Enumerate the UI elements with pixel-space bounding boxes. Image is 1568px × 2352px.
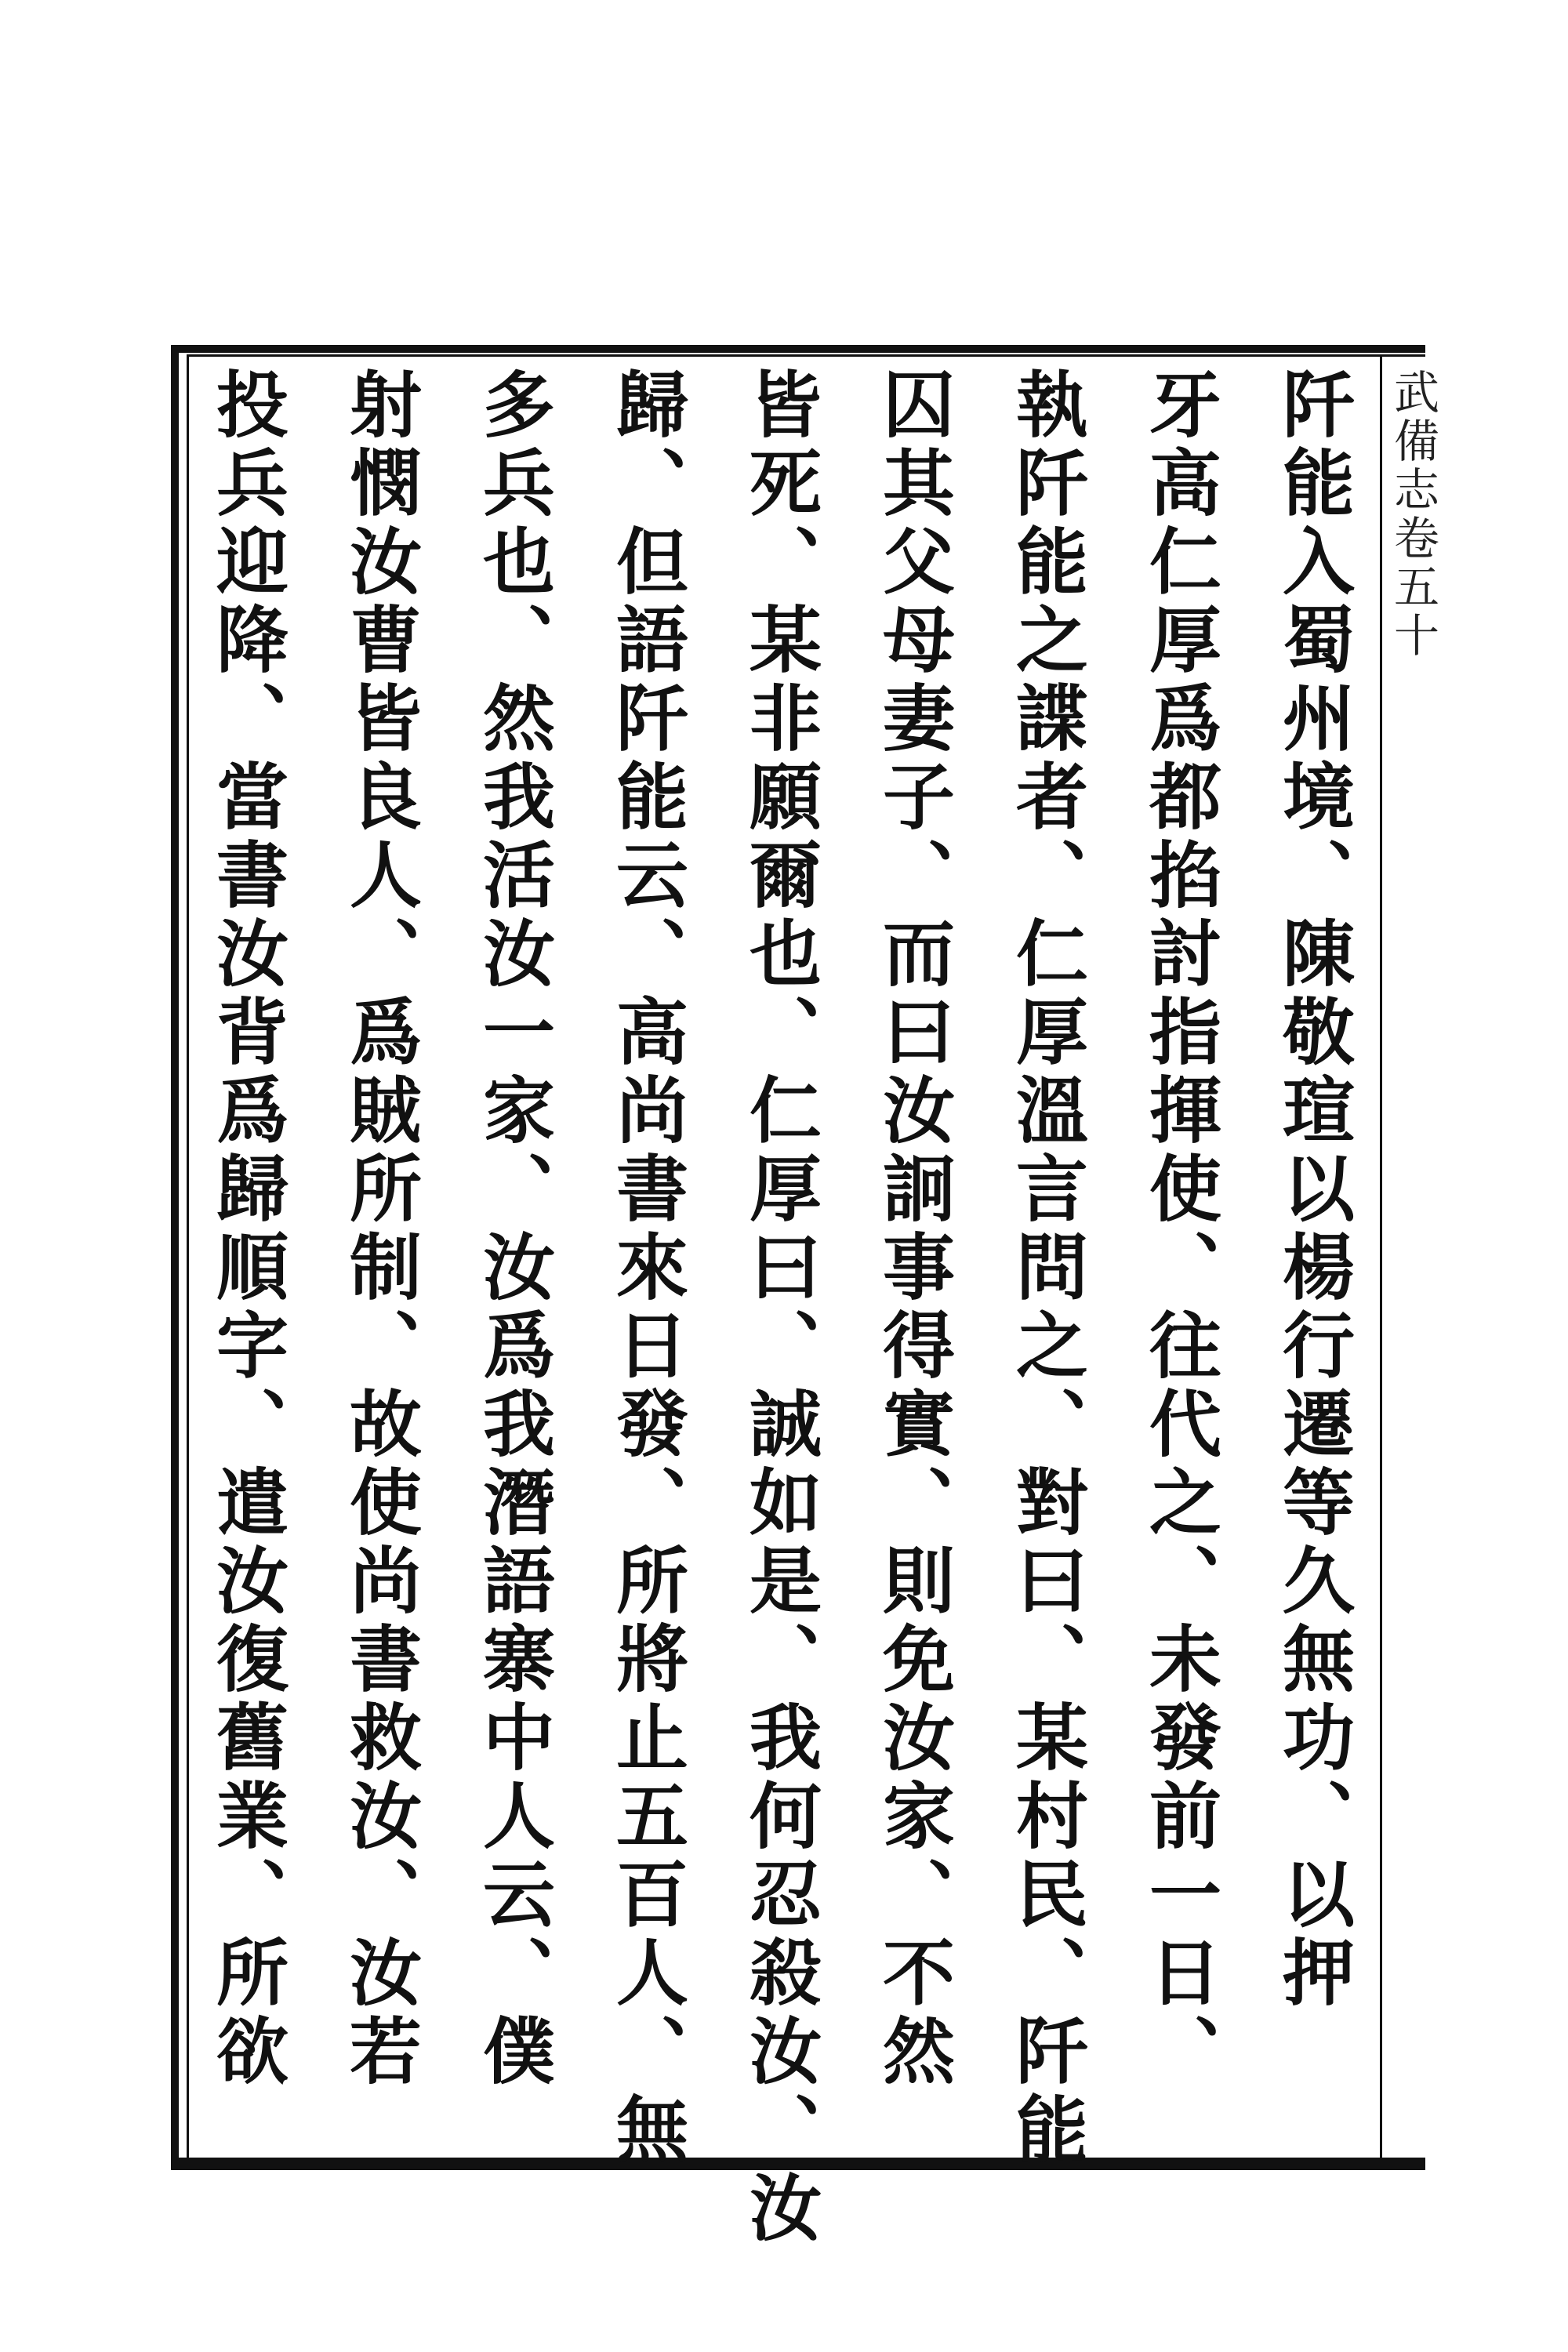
text-body — [188, 367, 1372, 2249]
text-column-5: 皆死、某非願爾也、仁厚曰、誠如是、我何忍殺汝、汝 — [738, 367, 822, 2249]
text-column-7: 多兵也、然我活汝一家、汝爲我潛語寨中人云、僕 — [471, 367, 556, 2092]
text-column-8: 射憫汝曹皆良人、爲賊所制、故使尚書救汝、汝若 — [338, 367, 423, 2092]
text-column-9: 投兵迎降、當書汝背爲歸順字、遣汝復舊業、所欲 — [205, 367, 289, 2092]
text-column-3: 執阡能之諜者、仁厚溫言問之、對曰、某村民、阡能 — [1004, 367, 1089, 2170]
margin-title: 武備志卷五十 — [1386, 368, 1439, 660]
gutter-rule — [1380, 354, 1382, 2165]
text-column-2: 牙高仁厚爲都掐討指揮使、往代之、未發前一日、 — [1138, 367, 1222, 2092]
text-column-1: 阡能入蜀州境、陳敬瑄以楊行遷等久無功、以押 — [1271, 367, 1356, 2013]
text-column-6: 歸、但語阡能云、高尚書來日發、所將止五百人、無 — [604, 367, 689, 2170]
text-column-4: 囚其父母妻子、而曰汝詗事得實、則免汝家、不然 — [871, 367, 956, 2092]
